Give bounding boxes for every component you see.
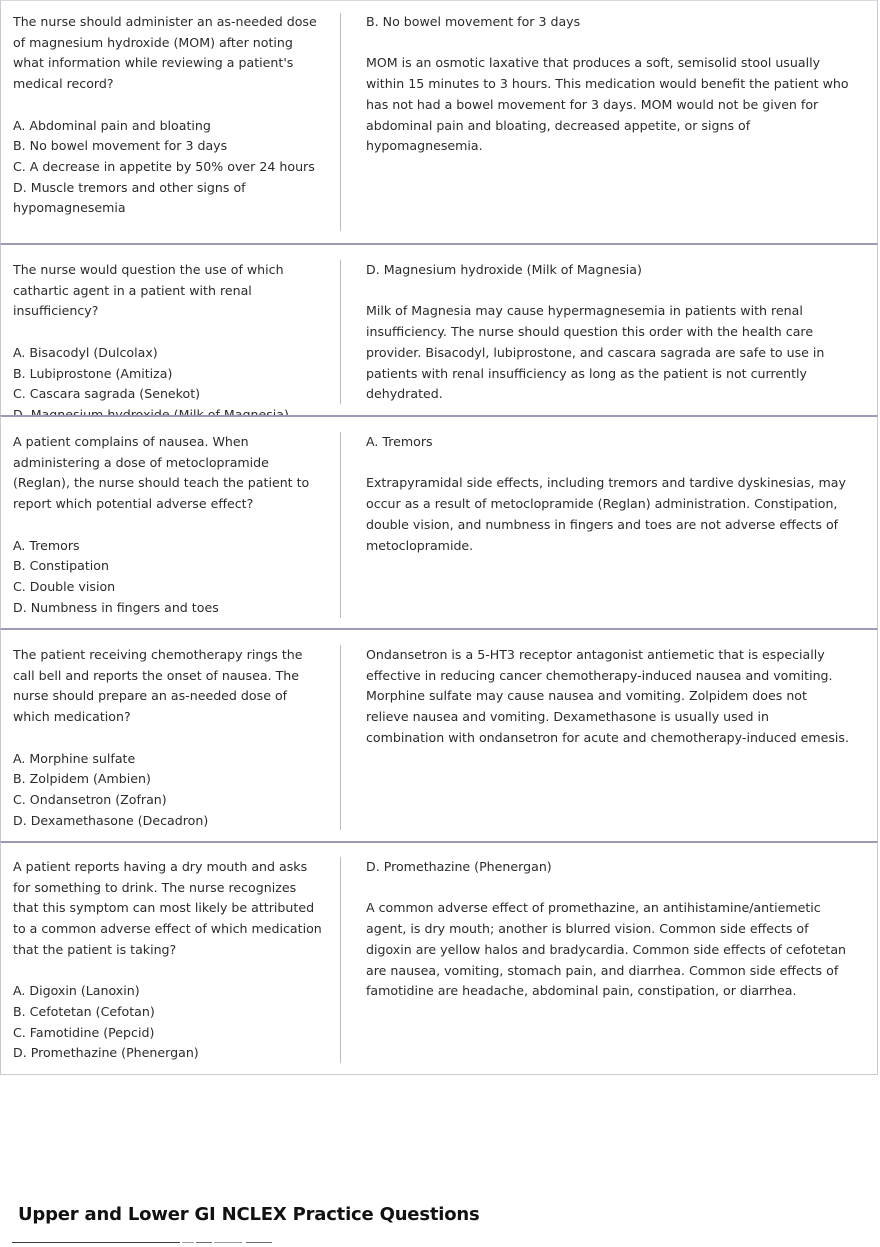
question-column [13, 260, 323, 426]
document-title: Upper and Lower GI NCLEX Practice Questions [18, 1204, 480, 1225]
option-a: A. Abdominal pain and bloating [13, 117, 211, 133]
flashcard [0, 415, 878, 631]
option-b: B. No bowel movement for 3 days [13, 138, 228, 154]
answer-text: A. Tremors [366, 434, 433, 449]
flashcard [0, 841, 878, 1075]
option-a: A. Bisacodyl (Dulcolax) [13, 344, 158, 360]
question-text: The patient receiving chemotherapy rings the call bell and reports the onset of nausea. The nurse should prepare an as-needed dose of which medication? [13, 647, 303, 725]
option-c: C. Cascara sagrada (Senekot) [13, 386, 201, 402]
option-list [13, 536, 323, 619]
column-divider [340, 645, 341, 830]
question-column [13, 645, 323, 831]
question-column [13, 12, 323, 219]
rationale-text: Milk of Magnesia may cause hypermagnesemia in patients with renal insufficiency. The nurse should question this order with the health care provider. Bisacodyl, lubiprostone, and cascara sagrada are safe to use in patients with renal insufficiency as long as the patient is not currently dehydrated. [366, 303, 825, 402]
option-list [13, 749, 323, 832]
footer-rule-segment [182, 1242, 194, 1243]
flashcard [0, 243, 878, 417]
footer-rule-segment [196, 1242, 212, 1243]
question-text: The nurse would question the use of which cathartic agent in a patient with renal insufficiency? [13, 262, 284, 319]
answer-column [366, 432, 851, 556]
option-b: B. Cefotetan (Cefotan) [13, 1003, 155, 1019]
answer-column [366, 12, 851, 157]
answer-text: D. Promethazine (Phenergan) [366, 859, 552, 874]
question-text: The nurse should administer an as-needed dose of magnesium hydroxide (MOM) after noting what information while reviewing a patient's medical record? [13, 14, 317, 92]
column-divider [340, 260, 341, 404]
option-d: D. Dexamethasone (Decadron) [13, 812, 209, 828]
footer-rule-segment [246, 1242, 272, 1243]
question-text: A patient complains of nausea. When administering a dose of metoclopramide (Reglan), the nurse should teach the patient to report which potential adverse effect? [13, 434, 310, 512]
option-b: B. Constipation [13, 558, 109, 574]
footer-rule-segment [214, 1242, 242, 1243]
column-divider [340, 432, 341, 618]
answer-column [366, 857, 851, 1002]
option-d: D. Numbness in fingers and toes [13, 599, 219, 615]
option-a: A. Tremors [13, 537, 80, 553]
rationale-text: MOM is an osmotic laxative that produces a soft, semisolid stool usually within 15 minutes to 3 hours. This medication would benefit the patient who has not had a bowel movement for 3 days. MOM would not be given for abdominal pain and bloating, decreased appetite, or signs of hypomagnesemia. [366, 55, 849, 154]
option-d: D. Muscle tremors and other signs of hypomagnesemia [13, 179, 246, 216]
option-c: C. A decrease in appetite by 50% over 24 hours [13, 158, 315, 174]
option-a: A. Digoxin (Lanoxin) [13, 983, 140, 999]
option-c: C. Famotidine (Pepcid) [13, 1024, 155, 1040]
answer-text: B. No bowel movement for 3 days [366, 14, 581, 29]
flashcard [0, 628, 878, 843]
footer-rule [12, 1242, 180, 1243]
question-text: A patient reports having a dry mouth and asks for something to drink. The nurse recognizes that this symptom can most likely be attributed to a common adverse effect of which medication that the patient is taking? [13, 859, 322, 957]
question-column [13, 432, 323, 618]
option-b: B. Zolpidem (Ambien) [13, 771, 151, 787]
answer-text: D. Magnesium hydroxide (Milk of Magnesia) [366, 262, 642, 277]
flashcard [0, 0, 878, 245]
option-list [13, 116, 323, 220]
rationale-text: Extrapyramidal side effects, including tremors and tardive dyskinesias, may occur as a result of metoclopramide (Reglan) administration. Constipation, double vision, and numbness in fingers and toes are not adverse effects of metoclopramide. [366, 475, 846, 553]
answer-column [366, 645, 851, 749]
option-c: C. Ondansetron (Zofran) [13, 791, 167, 807]
column-divider [340, 857, 341, 1063]
option-a: A. Morphine sulfate [13, 750, 136, 766]
option-b: B. Lubiprostone (Amitiza) [13, 365, 173, 381]
rationale-text: A common adverse effect of promethazine, an antihistamine/antiemetic agent, is dry mouth; another is blurred vision. Common side effects of digoxin are yellow halos and bradycardia. Common side effects of cefotetan are nausea, vomiting, stomach pain, and diarrhea. Common side effects of famotidine are headache, abdominal pain, constipation, or diarrhea. [366, 900, 847, 999]
option-d: D. Promethazine (Phenergan) [13, 1045, 199, 1061]
column-divider [340, 13, 341, 231]
option-list [13, 343, 323, 426]
rationale-text: Ondansetron is a 5-HT3 receptor antagonist antiemetic that is especially effective in reducing cancer chemotherapy-induced nausea and vomiting. Morphine sulfate may cause nausea and vomiting. Zolpidem does not relieve nausea and vomiting. Dexamethasone is usually used in combination with ondansetron for acute and chemotherapy-induced emesis. [366, 647, 849, 745]
option-list [13, 981, 323, 1064]
question-column [13, 857, 323, 1064]
answer-column [366, 260, 851, 405]
option-c: C. Double vision [13, 578, 116, 594]
